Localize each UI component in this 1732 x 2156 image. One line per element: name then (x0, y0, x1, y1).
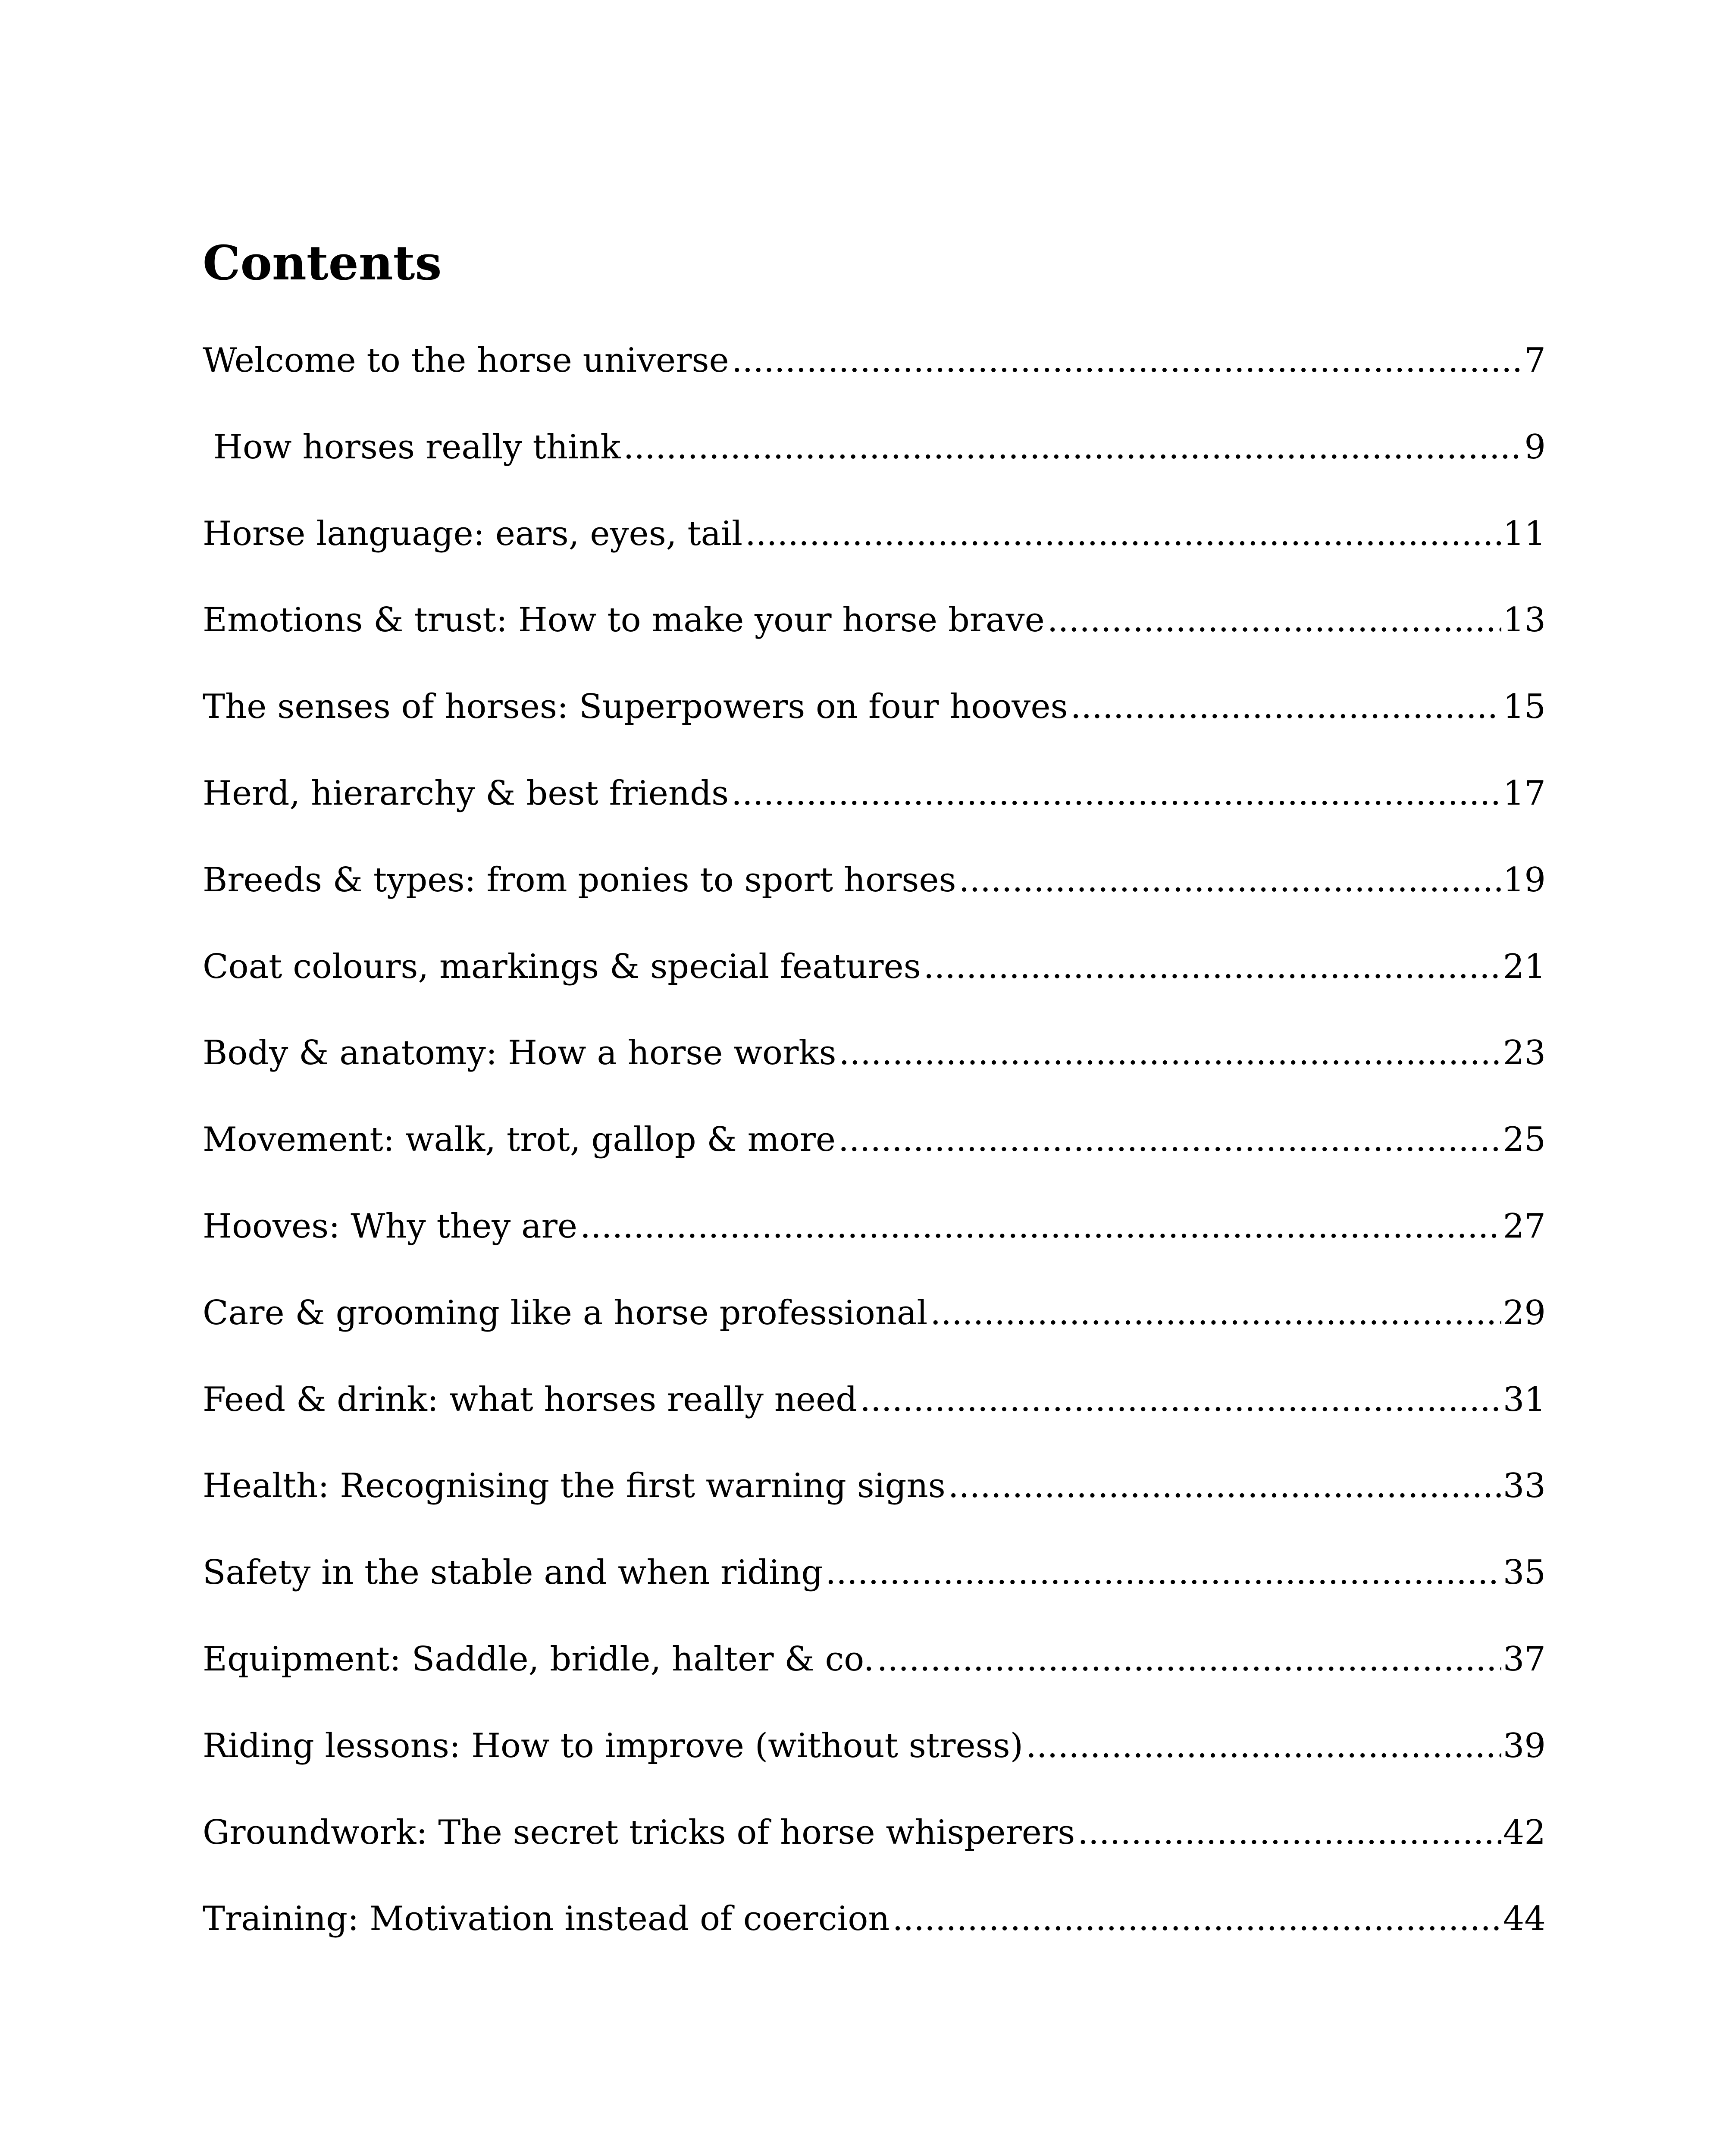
dot-leader (745, 514, 1501, 555)
toc-entry-page: 35 (1503, 1553, 1546, 1592)
dot-leader (959, 860, 1501, 901)
toc-entry-label: Welcome to the horse universe (203, 341, 729, 380)
toc-entry-label: Safety in the stable and when riding (203, 1553, 823, 1592)
toc-entry-label: Health: Recognising the first warning signs (203, 1467, 946, 1506)
toc-entry-label: Movement: walk, trot, gallop & more (203, 1120, 836, 1159)
toc-entry-label: The senses of horses: Superpowers on four hooves (203, 687, 1068, 727)
toc-entry[interactable] (203, 514, 1546, 601)
toc-entry-label: Care & grooming like a horse professional (203, 1293, 928, 1332)
toc-entry[interactable] (203, 774, 1546, 860)
toc-entry-label: Training: Motivation instead of coercion (203, 1899, 890, 1939)
dot-leader (948, 1466, 1501, 1507)
toc-entry[interactable] (203, 1206, 1546, 1293)
dot-leader (893, 1899, 1501, 1940)
toc-entry-page: 23 (1503, 1034, 1546, 1073)
toc-entry-label: Feed & drink: what horses really need (203, 1380, 858, 1419)
toc-entry[interactable] (203, 1726, 1546, 1813)
dot-leader (1071, 687, 1501, 727)
dot-leader (731, 774, 1501, 814)
dot-leader (1026, 1726, 1501, 1767)
dot-leader (825, 1553, 1501, 1593)
table-of-contents (203, 341, 1546, 1986)
toc-entry-page: 44 (1503, 1899, 1546, 1939)
toc-entry-label: Hooves: Why they are (203, 1206, 578, 1246)
toc-entry-page: 11 (1503, 514, 1546, 553)
toc-entry-label: Breeds & types: from ponies to sport horses (203, 860, 956, 899)
toc-entry-page: 37 (1503, 1639, 1546, 1679)
dot-leader (839, 1033, 1501, 1074)
toc-entry-page: 21 (1503, 947, 1546, 986)
toc-entry[interactable] (203, 1639, 1546, 1726)
toc-entry-page: 27 (1503, 1206, 1546, 1246)
dot-leader (924, 947, 1501, 987)
toc-entry-page: 29 (1503, 1293, 1546, 1332)
dot-leader (838, 1120, 1501, 1160)
dot-leader (623, 427, 1523, 468)
toc-entry-label: Herd, hierarchy & best friends (203, 774, 729, 813)
toc-entry-page: 33 (1503, 1467, 1546, 1506)
toc-entry-label: Riding lessons: How to improve (without stress) (203, 1726, 1024, 1765)
toc-entry-page: 7 (1524, 341, 1546, 380)
toc-entry-page: 25 (1503, 1120, 1546, 1159)
dot-leader (930, 1293, 1501, 1334)
toc-entry[interactable] (203, 1293, 1546, 1380)
toc-entry[interactable] (203, 1380, 1546, 1467)
toc-entry-label: Emotions & trust: How to make your horse brave (203, 601, 1045, 640)
dot-leader (580, 1206, 1501, 1247)
dot-leader (732, 341, 1523, 381)
toc-entry-page: 15 (1503, 687, 1546, 727)
toc-entry[interactable] (203, 600, 1546, 687)
toc-entry-page: 19 (1503, 860, 1546, 899)
toc-entry[interactable] (203, 1813, 1546, 1899)
toc-entry[interactable] (203, 687, 1546, 774)
dot-leader (860, 1380, 1501, 1420)
toc-entry-label: Equipment: Saddle, bridle, halter & co. (203, 1639, 874, 1679)
toc-entry-page: 39 (1503, 1726, 1546, 1765)
toc-entry[interactable] (203, 427, 1546, 514)
toc-entry[interactable] (203, 860, 1546, 947)
toc-entry-page: 17 (1503, 774, 1546, 813)
toc-entry[interactable] (203, 1553, 1546, 1639)
toc-entry-label: Groundwork: The secret tricks of horse whisperers (203, 1813, 1075, 1852)
dot-leader (1077, 1813, 1501, 1853)
toc-entry-page: 31 (1503, 1380, 1546, 1419)
toc-entry-label: Horse language: ears, eyes, tail (203, 514, 743, 553)
dot-leader (1047, 600, 1501, 641)
page-title: Contents (203, 235, 442, 291)
toc-entry-label: How horses really think (203, 427, 621, 467)
toc-entry[interactable] (203, 1120, 1546, 1206)
toc-entry-label: Coat colours, markings & special features (203, 947, 921, 986)
toc-entry[interactable] (203, 1466, 1546, 1553)
toc-entry[interactable] (203, 1899, 1546, 1986)
toc-entry[interactable] (203, 947, 1546, 1034)
dot-leader (877, 1639, 1501, 1680)
toc-entry-page: 42 (1503, 1813, 1546, 1852)
toc-entry-page: 13 (1503, 601, 1546, 640)
toc-entry-label: Body & anatomy: How a horse works (203, 1034, 836, 1073)
toc-entry-page: 9 (1524, 427, 1546, 467)
toc-entry[interactable] (203, 341, 1546, 427)
toc-entry[interactable] (203, 1033, 1546, 1120)
